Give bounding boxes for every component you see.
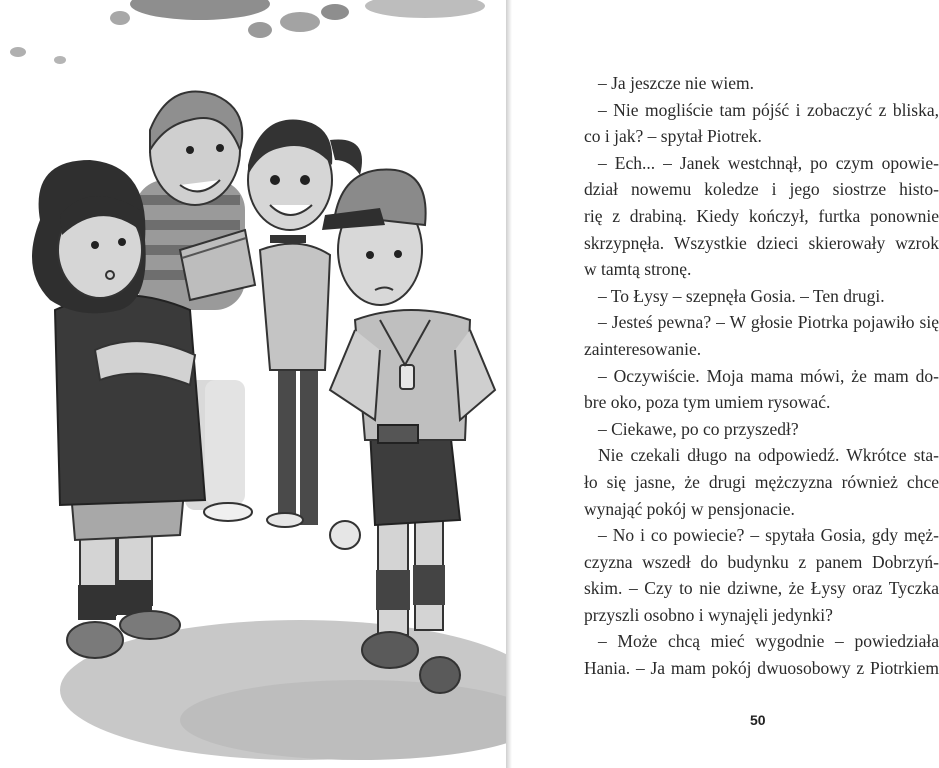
girl-ponytail (248, 120, 362, 549)
text-line: Nie czekali długo na odpowiedź. Wkrótce sta- (598, 445, 939, 466)
text-line: wynająć pokój w pensjonacie. (584, 498, 795, 519)
text-line: rię z drabiną. Kiedy kończył, furtka ponownie (584, 205, 939, 226)
text-line: skrzypnęła. Wszystkie dzieci skierowały wzrok (584, 232, 939, 253)
text-line: – No i co powiecie? – spytała Gosia, gdy męż- (598, 525, 939, 546)
text-line: – To Łysy – szepnęła Gosia. – Ten drugi. (598, 285, 885, 306)
boy-with-cap (322, 170, 495, 693)
text-line: w tamtą stronę. (584, 259, 692, 280)
text-line: – Nie mogliście tam pójść i zobaczyć z bliska, (598, 99, 939, 120)
text-line: – Może chcą mieć wygodnie – powiedziała (598, 631, 939, 652)
foliage (10, 0, 485, 64)
story-text (584, 70, 939, 682)
text-line: – Ech... – Janek westchnął, po czym opowie- (598, 152, 939, 173)
text-line: bre oko, poza tym umiem rysować. (584, 392, 831, 413)
text-page (512, 0, 939, 768)
text-line: – Jesteś pewna? – W głosie Piotrka pojawiło się (598, 312, 939, 333)
text-line: dział nowemu koledze i jego siostrze histo- (584, 179, 939, 200)
text-line: – Ja jeszcze nie wiem. (598, 73, 754, 93)
text-line: zainteresowanie. (584, 338, 702, 359)
text-line: – Ciekawe, po co przyszedł? (598, 418, 799, 439)
text-line: przyszli osobno i wynajęli jedynki? (584, 604, 833, 625)
text-line: co i jak? – spytał Piotrek. (584, 126, 762, 147)
text-line: czyzna wszedł do budynku z panem Dobrzyń- (584, 551, 939, 572)
text-line: skim. – Czy to nie dziwne, że Łysy oraz Tyczka (584, 578, 939, 599)
page-number: 50 (750, 712, 766, 728)
text-line: – Oczywiście. Moja mama mówi, że mam do- (598, 365, 939, 386)
text-line: Hania. – Ja mam pokój dwuosobowy z Piotrkiem (584, 658, 939, 679)
text-line: ło się jasne, że drugi mężczyzna również chce (584, 471, 939, 492)
